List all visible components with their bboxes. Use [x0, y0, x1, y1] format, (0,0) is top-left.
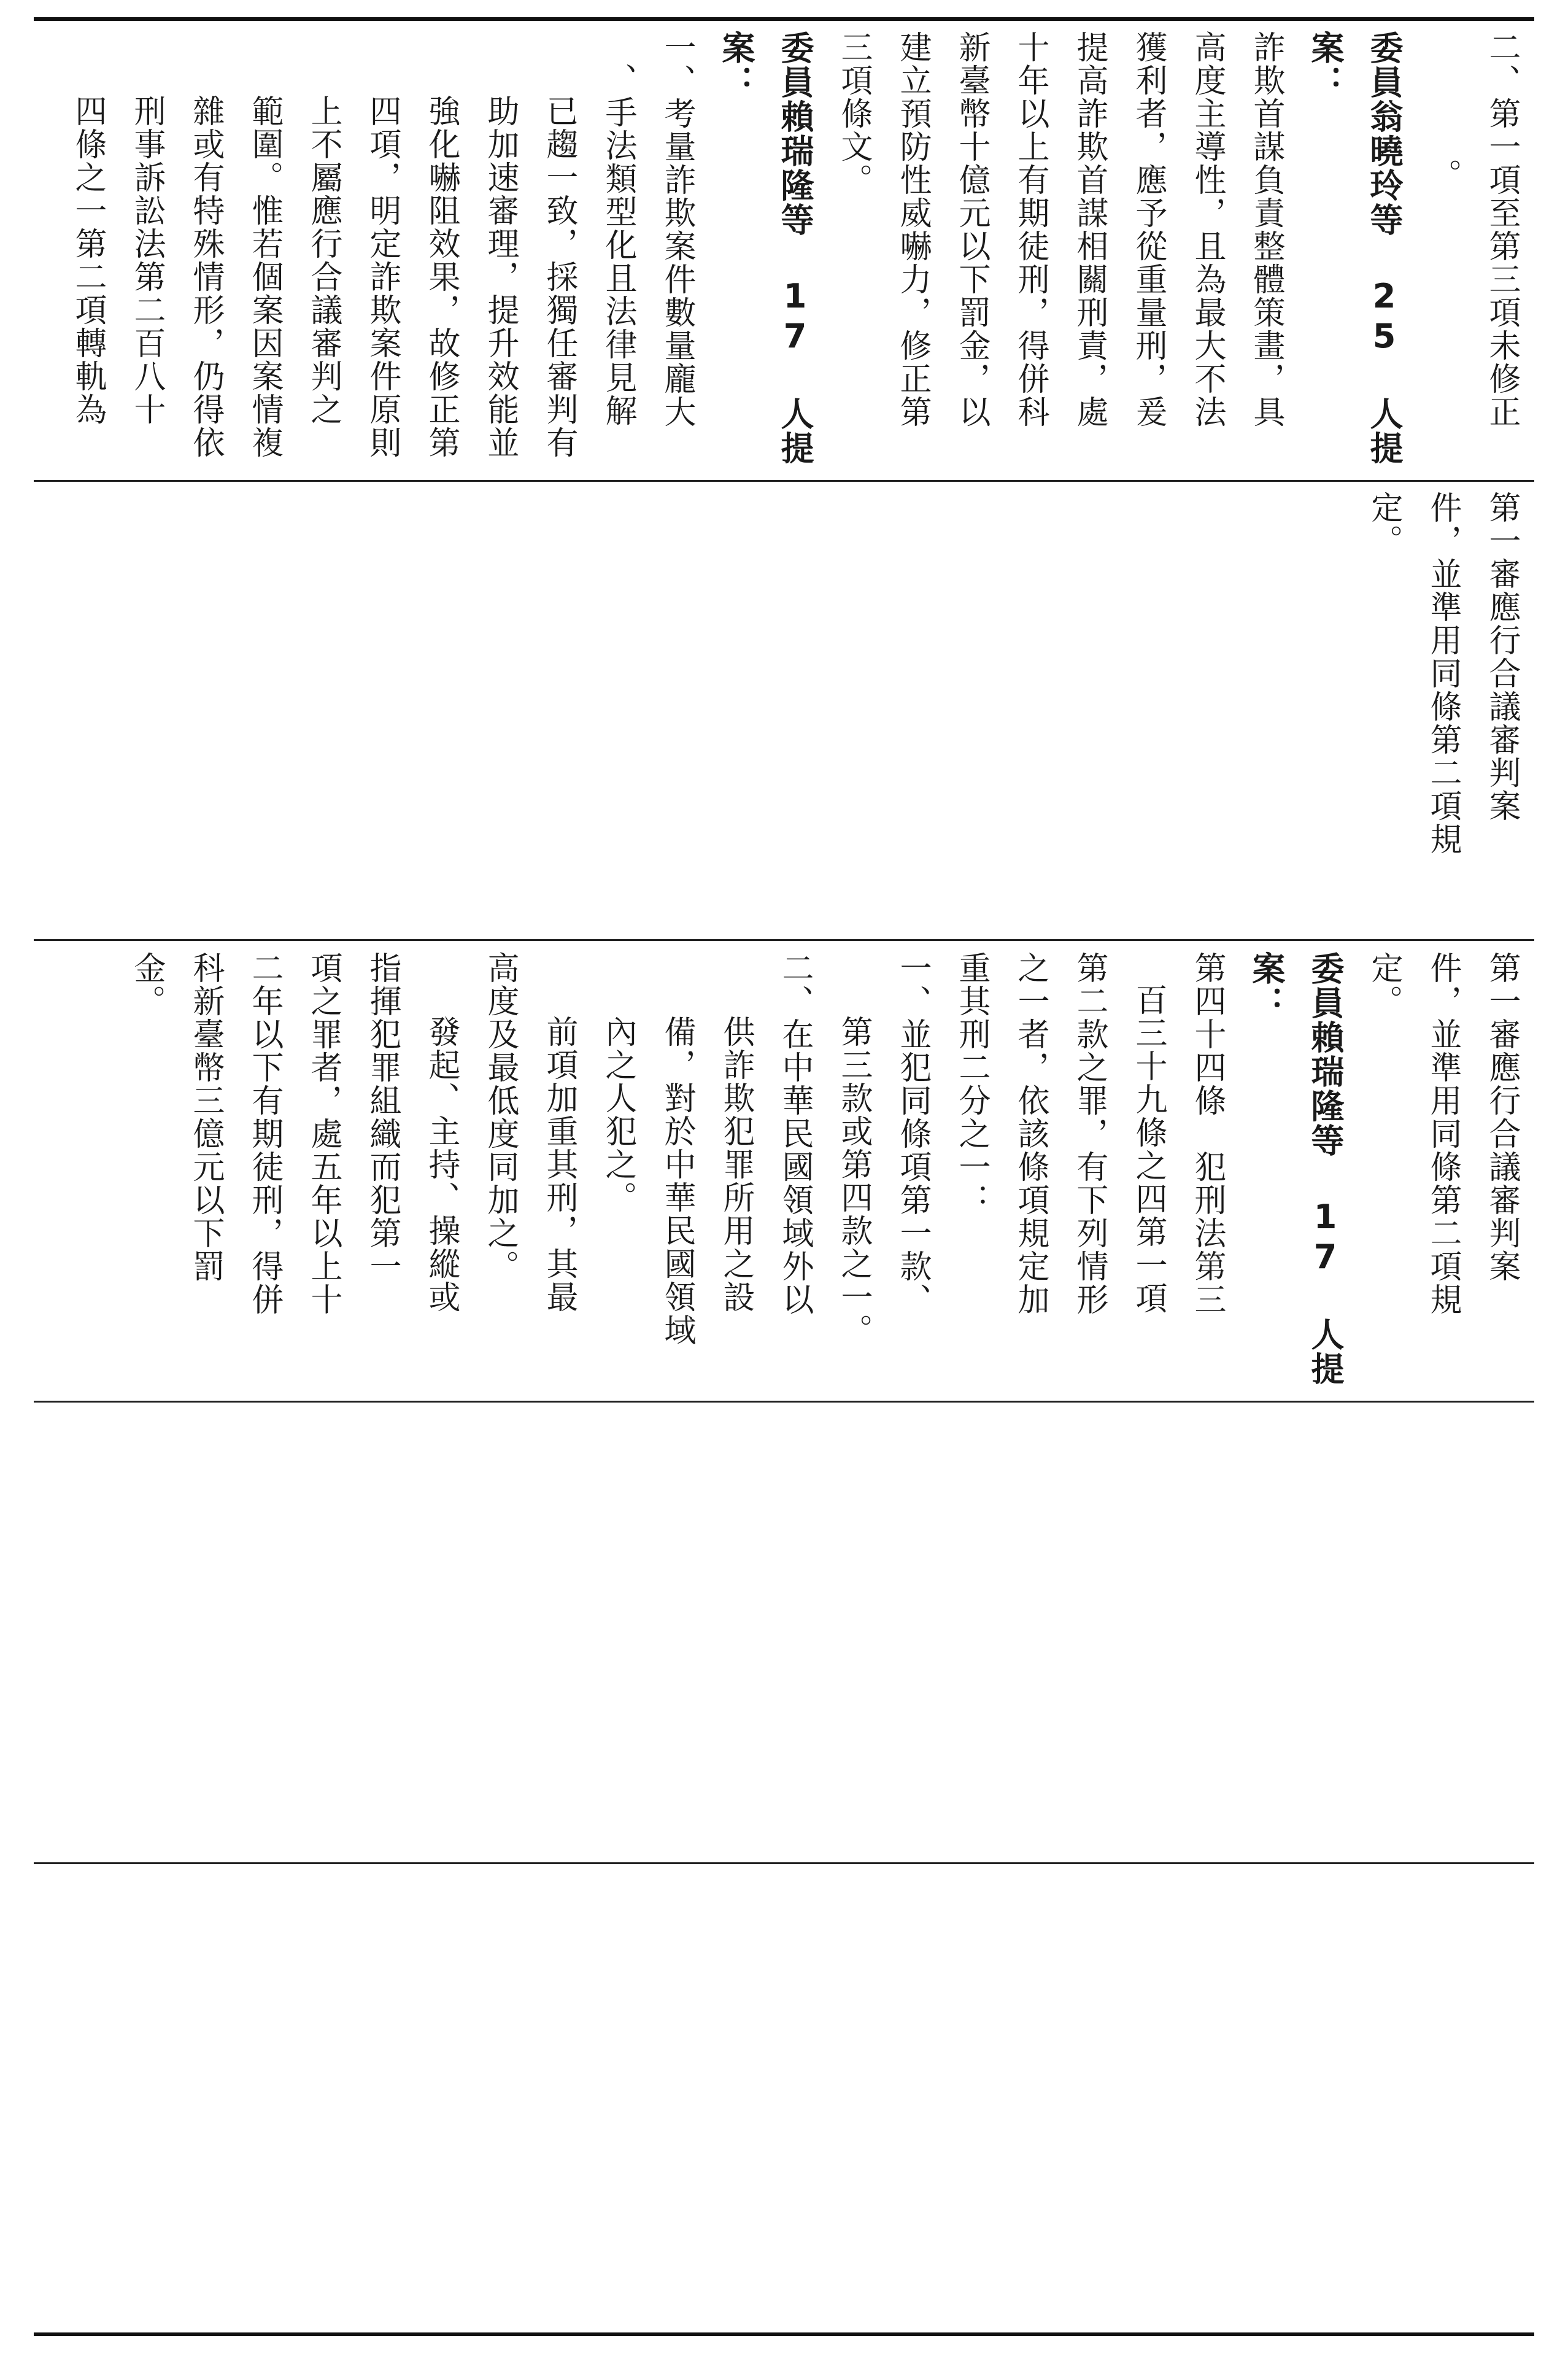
text-line: 發起、主持、操縱或 [423, 1015, 460, 1314]
text-line: 一、並犯同條項第一款、 [894, 951, 931, 1316]
text-line: 高度主導性，且為最大不法 [1189, 31, 1226, 428]
text-line: 件，並準用同條第二項規 [1424, 951, 1461, 1316]
text-line: 上不屬應行合議審判之 [305, 95, 342, 426]
table-row-4 [37, 1406, 1531, 1857]
table-row-5 [37, 1867, 1531, 2328]
text-line: 項之罪者，處五年以上十 [305, 951, 342, 1316]
proposal-heading: 委員賴瑞隆等 17 人提案： [717, 31, 814, 465]
text-line: 新臺幣十億元以下罰金，以 [953, 31, 990, 428]
row-divider [34, 939, 1534, 941]
text-line: 供詐欺犯罪所用之設 [717, 1015, 754, 1314]
text-line: 第一審應行合議審判案 [1483, 951, 1520, 1283]
text-line: 定。 [1365, 491, 1402, 557]
text-line: 百三十九條之四第一項 [1130, 983, 1167, 1315]
text-line: 十年以上有期徒刑，得併科 [1012, 31, 1049, 428]
text-line: 高度及最低度同加之。 [482, 951, 519, 1283]
text-line: 、手法類型化且法律見解 [600, 63, 636, 427]
text-line: 一、考量詐欺案件數量龐大 [658, 31, 695, 428]
text-line: 科新臺幣三億元以下罰 [187, 951, 224, 1283]
text-line: 四項，明定詐欺案件原則 [364, 95, 401, 459]
text-line: 件，並準用同條第二項規 [1424, 491, 1461, 856]
table-row-3 [37, 945, 1531, 1396]
text-line: 提高詐欺首謀相關刑責，處 [1071, 31, 1108, 428]
text-line: 重其刑二分之一： [953, 951, 990, 1217]
text-line: 第四十四條 犯刑法第三 [1189, 951, 1226, 1316]
text-line: 二、在中華民國領域外以 [776, 951, 813, 1316]
row-divider [34, 480, 1534, 482]
text-column-2 [1354, 491, 1531, 933]
text-line: 雜或有特殊情形，仍得依 [187, 95, 224, 459]
text-line: 助加速審理，提升效能並 [482, 95, 519, 459]
text-line: 第二款之罪，有下列情形 [1071, 951, 1108, 1316]
proposal-heading: 委員賴瑞隆等 17 人提案： [1247, 951, 1345, 1386]
text-line: 指揮犯罪組織而犯第一 [364, 951, 401, 1283]
table-row-2 [37, 485, 1531, 936]
text-line: 第一審應行合議審判案 [1483, 491, 1520, 823]
text-line: 第三款或第四款之一。 [835, 1015, 872, 1347]
row-divider [34, 1401, 1534, 1403]
text-line: 內之人犯之。 [600, 1015, 636, 1214]
text-line: 備，對於中華民國領域 [658, 1015, 695, 1347]
text-line: 詐欺首謀負責整體策畫，具 [1248, 31, 1284, 428]
text-column-1 [58, 31, 1531, 473]
row-divider [34, 1862, 1534, 1864]
text-line: 之一者，依該條項規定加 [1012, 951, 1049, 1316]
text-line: 建立預防性威嚇力，修正第 [894, 31, 931, 428]
text-line: 三項條文。 [835, 31, 872, 196]
text-line: 二年以下有期徒刑，得併 [246, 951, 283, 1316]
text-line: 四條之一第二項轉軌為 [69, 95, 106, 426]
text-line: 前項加重其刑，其最 [541, 1015, 577, 1314]
table-row-1 [37, 25, 1531, 476]
text-line: 獲利者，應予從重量刑，爰 [1130, 31, 1167, 428]
text-line: 。 [1424, 158, 1461, 192]
top-border-rule [34, 17, 1534, 21]
text-line: 金。 [128, 951, 165, 1018]
text-line: 刑事訴訟法第二百八十 [128, 95, 165, 426]
bottom-border-rule [34, 2332, 1534, 2336]
text-line: 定。 [1365, 951, 1402, 1018]
text-line: 範圍。惟若個案因案情複 [246, 95, 283, 459]
proposal-heading: 委員翁曉玲等 25 人提案： [1306, 31, 1404, 465]
text-line: 已趨一致，採獨任審判有 [541, 95, 577, 459]
text-line: 二、第一項至第三項未修正 [1483, 31, 1520, 428]
text-column-3 [117, 951, 1531, 1393]
text-line: 強化嚇阻效果，故修正第 [423, 95, 460, 459]
